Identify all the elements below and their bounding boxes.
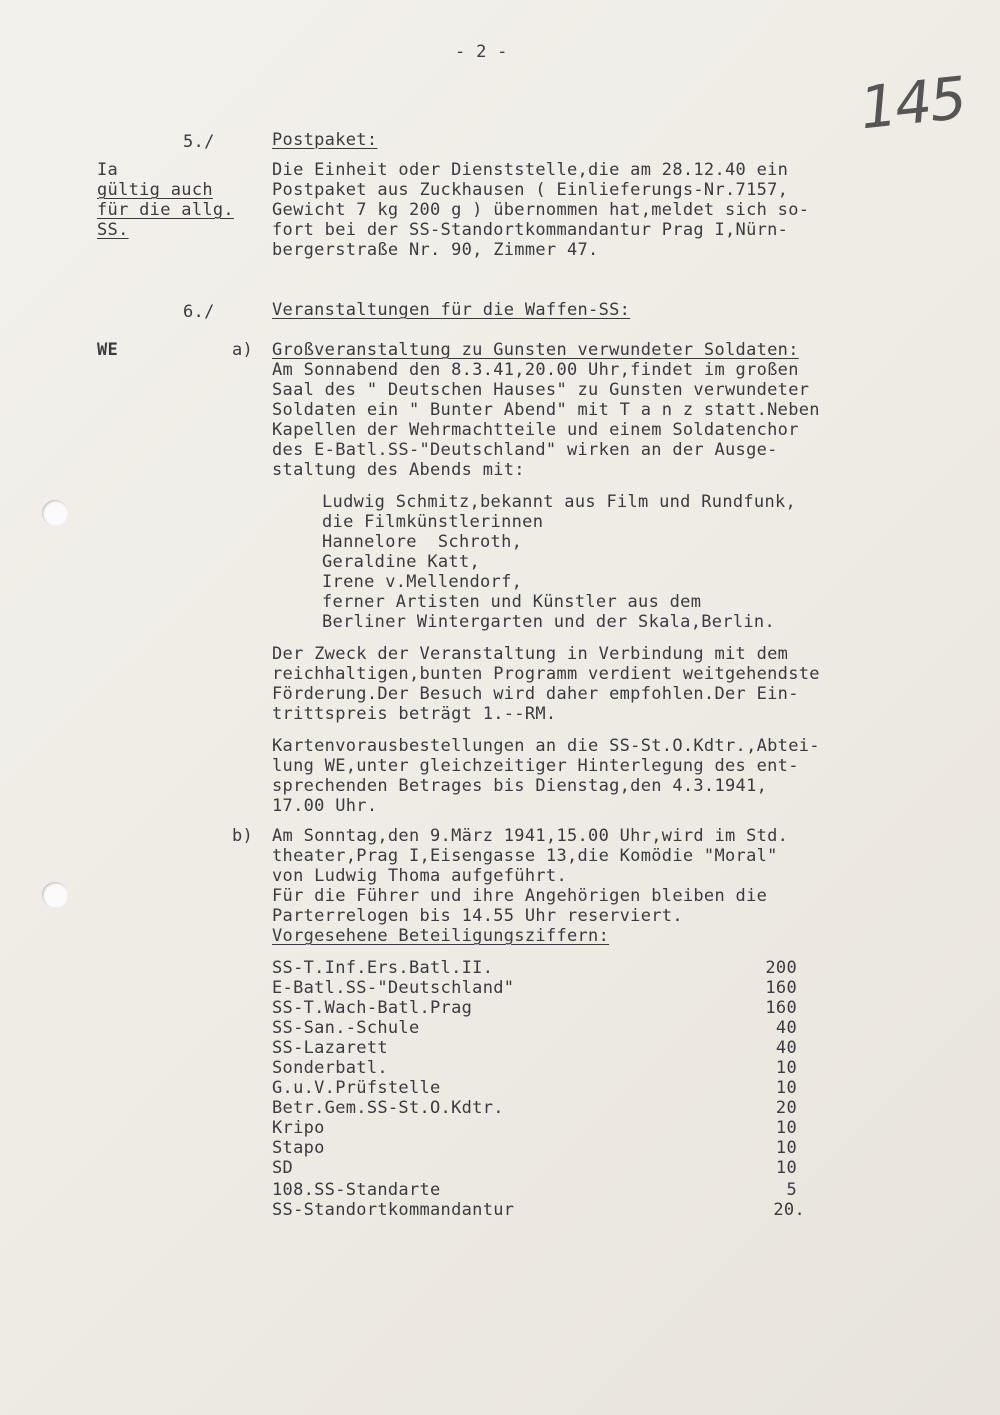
item-a-line: Soldaten ein " Bunter Abend" mit T a n z statt.Neben [272,400,820,420]
performer-line: Irene v.Mellendorf, [322,572,523,592]
section5-line: Die Einheit oder Dienststelle,die am 28.12.40 ein [272,160,789,180]
unit-name: G.u.V.Prüfstelle [272,1078,441,1098]
performer-line: Geraldine Katt, [322,552,481,572]
unit-name: Stapo [272,1138,325,1158]
item-a-title: Großveranstaltung zu Gunsten verwundeter Soldaten: [272,340,799,360]
margin-note-ia-3: für die allg. [97,200,234,220]
section6-number: 6./ [183,302,215,322]
performer-line: Berliner Wintergarten und der Skala,Berlin. [322,612,775,632]
item-b-line: Am Sonntag,den 9.März 1941,15.00 Uhr,wird im Std. [272,826,789,846]
paragraph-line: reichhaltigen,bunten Programm verdient weitgehendste [272,664,820,684]
unit-name: SS-T.Wach-Batl.Prag [272,998,473,1018]
unit-count: 160 [765,998,797,1018]
unit-count: 10 [775,1158,797,1178]
paragraph-line: 17.00 Uhr. [272,796,378,816]
unit-name: SS-San.-Schule [272,1018,420,1038]
margin-note-ia-2: gültig auch [97,180,213,200]
unit-count: 10 [775,1138,797,1158]
unit-name: SS-Standortkommandantur [272,1200,515,1220]
section5-line: bergerstraße Nr. 90, Zimmer 47. [272,240,599,260]
performer-line: Ludwig Schmitz,bekannt aus Film und Rundfunk, [322,492,797,512]
item-a-line: des E-Batl.SS-"Deutschland" wirken an der Ausge- [272,440,778,460]
unit-name: Betr.Gem.SS-St.O.Kdtr. [272,1098,504,1118]
paragraph-line: trittspreis beträgt 1.--RM. [272,704,557,724]
handwritten-folio-number: 145 [856,63,968,143]
unit-name: 108.SS-Standarte [272,1180,441,1200]
unit-name: Kripo [272,1118,325,1138]
participation-table-title: Vorgesehene Beteiligungsziffern: [272,926,610,946]
paragraph-line: lung WE,unter gleichzeitiger Hinterlegung des ent- [272,756,799,776]
unit-count: 200 [765,958,797,978]
unit-name: E-Batl.SS-"Deutschland" [272,978,515,998]
paragraph-line: Förderung.Der Besuch wird daher empfohlen.Der Ein- [272,684,799,704]
item-b-line: theater,Prag I,Eisengasse 13,die Komödie "Moral" [272,846,778,866]
paragraph-line: Der Zweck der Veranstaltung in Verbindung mit dem [272,644,789,664]
performer-line: Hannelore Schroth, [322,532,523,552]
unit-count: 40 [775,1038,797,1058]
margin-note-ia-4: SS. [97,220,129,240]
unit-count: 10 [775,1058,797,1078]
item-b-line: Parterrelogen bis 14.55 Uhr reserviert. [272,906,683,926]
unit-count: 5 [786,1180,797,1200]
unit-name: Sonderbatl. [272,1058,388,1078]
section5-line: fort bei der SS-Standortkommandantur Prag I,Nürn- [272,220,789,240]
item-a-line: Saal des " Deutschen Hauses" zu Gunsten verwundeter [272,380,810,400]
punch-hole-lower [42,882,68,908]
item-a-label: a) [232,340,254,360]
performer-line: die Filmkünstlerinnen [322,512,544,532]
unit-name: SS-T.Inf.Ers.Batl.II. [272,958,494,978]
item-a-line: Kapellen der Wehrmachtteile und einem Soldatenchor [272,420,799,440]
section5-title: Postpaket: [272,130,378,150]
unit-count: 40 [775,1018,797,1038]
item-a-line: Am Sonnabend den 8.3.41,20.00 Uhr,findet im großen [272,360,799,380]
paragraph-line: Kartenvorausbestellungen an die SS-St.O.Kdtr.,Abtei- [272,736,820,756]
section5-line: Postpaket aus Zuckhausen ( Einlieferungs-Nr.7157, [272,180,789,200]
unit-name: SD [272,1158,294,1178]
item-a-line: staltung des Abends mit: [272,460,525,480]
section5-line: Gewicht 7 kg 200 g ) übernommen hat,meldet sich so- [272,200,810,220]
punch-hole-upper [42,500,68,526]
unit-count: 10 [775,1118,797,1138]
unit-count: 160 [765,978,797,998]
page-number: - 2 - [455,42,508,62]
section6-title: Veranstaltungen für die Waffen-SS: [272,300,631,320]
performer-line: ferner Artisten und Künstler aus dem [322,592,702,612]
item-b-line: von Ludwig Thoma aufgeführt. [272,866,567,886]
margin-note-ia: Ia [97,160,119,180]
item-b-label: b) [232,826,254,846]
unit-count: 20. [773,1200,805,1220]
paragraph-line: sprechenden Betrages bis Dienstag,den 4.3.1941, [272,776,768,796]
unit-name: SS-Lazarett [272,1038,388,1058]
unit-count: 20 [775,1098,797,1118]
section5-number: 5./ [183,132,215,152]
margin-note-we: WE [97,340,119,360]
item-b-line: Für die Führer und ihre Angehörigen bleiben die [272,886,768,906]
unit-count: 10 [775,1078,797,1098]
